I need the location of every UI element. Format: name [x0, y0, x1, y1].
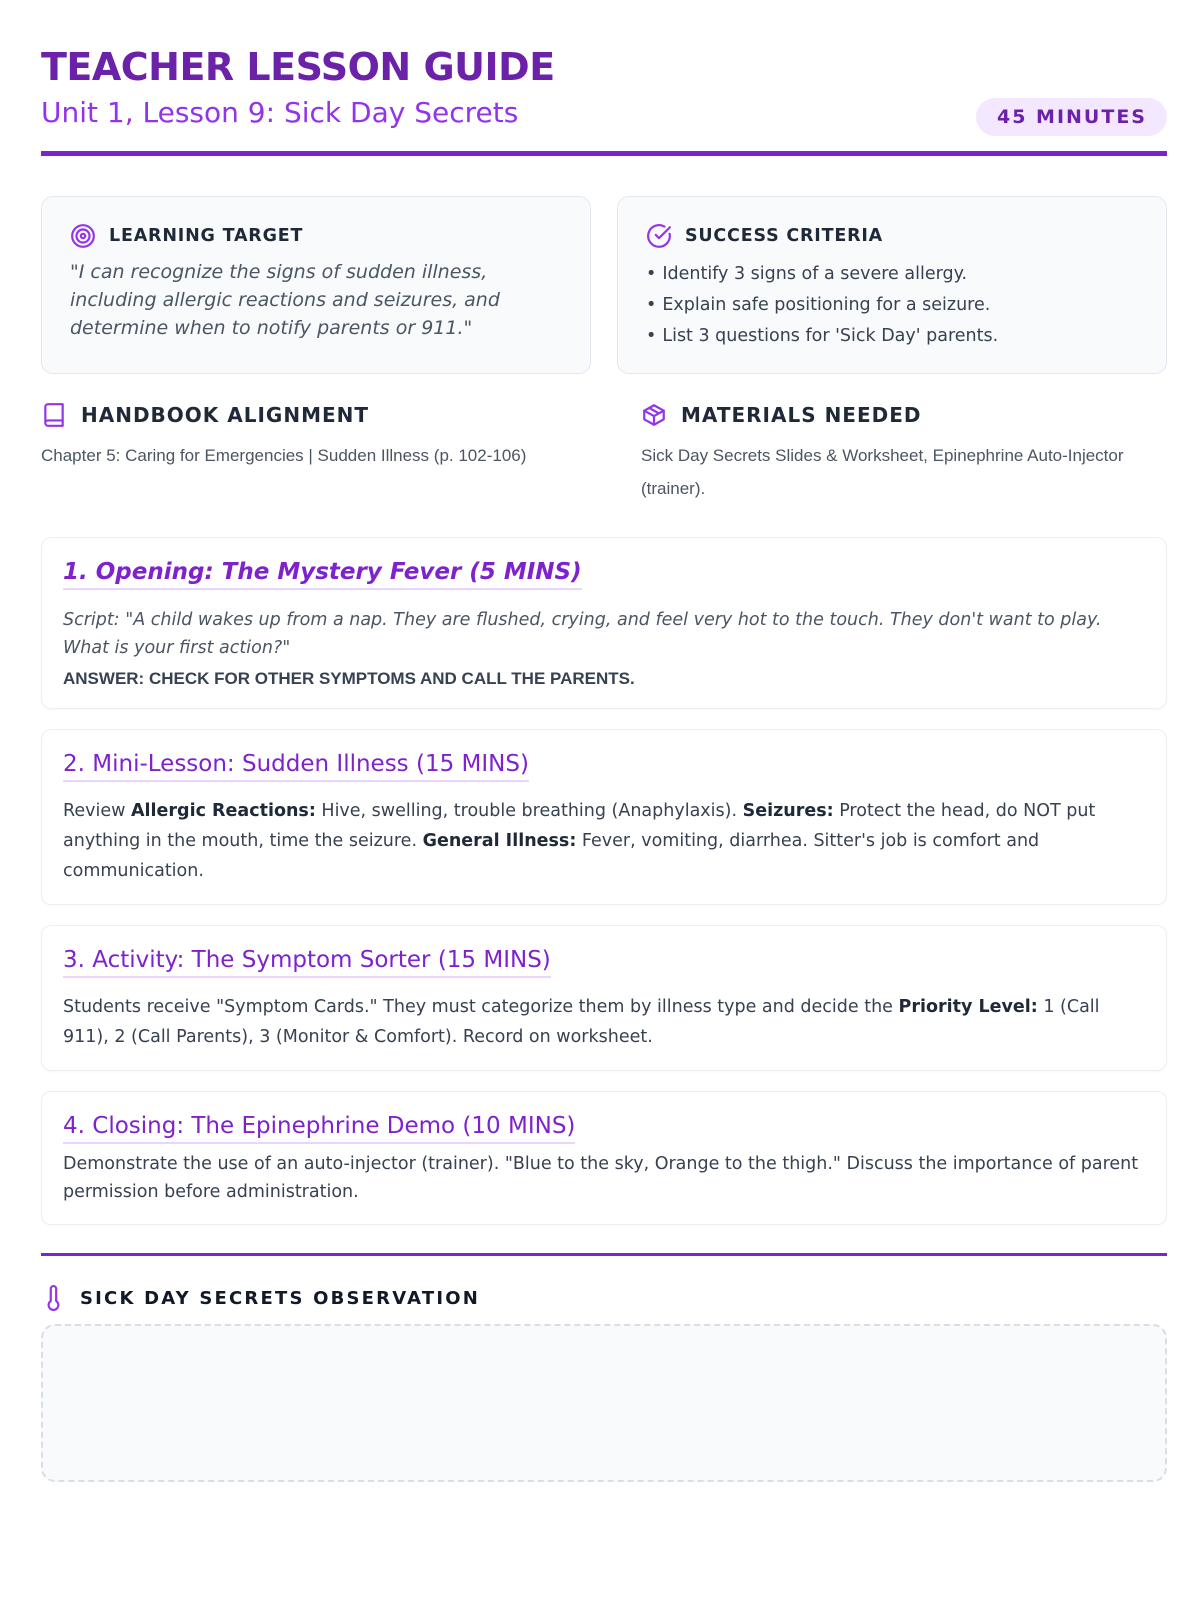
closing-text: Demonstrate the use of an auto-injector (trainer). "Blue to the sky, Orange to the thigh." Discuss the importance of parent permission before administration. — [63, 1154, 1139, 1202]
handbook-label: HANDBOOK ALIGNMENT — [81, 403, 370, 427]
materials-label: MATERIALS NEEDED — [681, 403, 922, 427]
observation-divider — [41, 1253, 1167, 1256]
check-circle-icon — [646, 223, 672, 249]
text-run: Protect the head, do NOT put anything in the mouth, time the seizure. — [63, 801, 1096, 851]
page-title: TEACHER LESSON GUIDE — [41, 45, 555, 89]
bold-term: Priority Level: — [898, 997, 1038, 1017]
materials-header — [641, 400, 1167, 430]
criteria-item: • List 3 questions for 'Sick Day' parents. — [646, 321, 1138, 352]
observation-notes-area[interactable] — [41, 1324, 1167, 1482]
learning-target-card — [41, 196, 591, 374]
target-icon — [70, 223, 96, 249]
activity-section — [41, 925, 1167, 1071]
section-title: 1. Opening: The Mystery Fever (5 MINS) — [63, 558, 582, 590]
materials-text: Sick Day Secrets Slides & Worksheet, Epinephrine Auto-Injector (trainer). — [641, 446, 1124, 498]
handbook-header — [41, 400, 591, 430]
section-title: 4. Closing: The Epinephrine Demo (10 MINS) — [63, 1112, 575, 1144]
activity-text — [63, 992, 1145, 1052]
book-icon — [41, 402, 67, 428]
observation-label: SICK DAY SECRETS OBSERVATION — [80, 1287, 480, 1309]
section-title: 2. Mini-Lesson: Sudden Illness (15 MINS) — [63, 750, 529, 782]
success-criteria-header — [646, 223, 1138, 249]
criteria-item: • Identify 3 signs of a severe allergy. — [646, 259, 1138, 290]
opening-answer: ANSWER: CHECK FOR OTHER SYMPTOMS AND CALL THE PARENTS. — [63, 669, 635, 688]
opening-section — [41, 537, 1167, 709]
success-criteria-label: SUCCESS CRITERIA — [685, 226, 884, 246]
text-run: 1 (Call 911), 2 (Call Parents), 3 (Monitor & Comfort). Record on worksheet. — [63, 997, 1100, 1047]
bold-term: Seizures: — [742, 801, 834, 821]
handbook-alignment — [41, 400, 591, 505]
package-icon — [641, 402, 667, 428]
target-criteria-row — [41, 196, 1167, 374]
materials-needed — [641, 400, 1167, 505]
bold-term: General Illness: — [422, 831, 577, 851]
closing-section — [41, 1091, 1167, 1225]
lesson-subtitle: Unit 1, Lesson 9: Sick Day Secrets — [41, 96, 519, 129]
thermometer-icon — [41, 1285, 67, 1311]
text-run: Fever, vomiting, diarrhea. Sitter's job is comfort and communication. — [63, 831, 1040, 881]
mini-lesson-text — [63, 796, 1145, 886]
subtitle-row — [41, 90, 1167, 136]
learning-target-label: LEARNING TARGET — [109, 226, 304, 246]
lesson-guide-page — [41, 44, 1167, 1482]
duration-badge: 45 MINUTES — [976, 98, 1167, 136]
observation-header — [41, 1286, 1167, 1310]
bold-term: Allergic Reactions: — [131, 801, 316, 821]
mini-lesson-section — [41, 729, 1167, 905]
opening-script: Script: "A child wakes up from a nap. They are flushed, crying, and feel very hot to the touch. They don't want to play. What is your first action?" — [63, 610, 1102, 658]
learning-target-text: "I can recognize the signs of sudden illness, including allergic reactions and seizures, and determine when to notify parents or 911." — [70, 261, 500, 339]
alignment-materials-row — [41, 400, 1167, 505]
text-run: Hive, swelling, trouble breathing (Anaphylaxis). — [315, 801, 743, 821]
text-run: Students receive "Symptom Cards." They must categorize them by illness type and decide the — [63, 997, 899, 1017]
success-criteria-card — [617, 196, 1167, 374]
section-title: 3. Activity: The Symptom Sorter (15 MINS) — [63, 946, 551, 978]
criteria-item: • Explain safe positioning for a seizure. — [646, 290, 1138, 321]
header-divider — [41, 151, 1167, 156]
text-run: Review — [63, 801, 132, 821]
handbook-text: Chapter 5: Caring for Emergencies | Sudden Illness (p. 102-106) — [41, 446, 527, 465]
learning-target-header — [70, 223, 562, 249]
success-criteria-list — [646, 259, 1138, 352]
